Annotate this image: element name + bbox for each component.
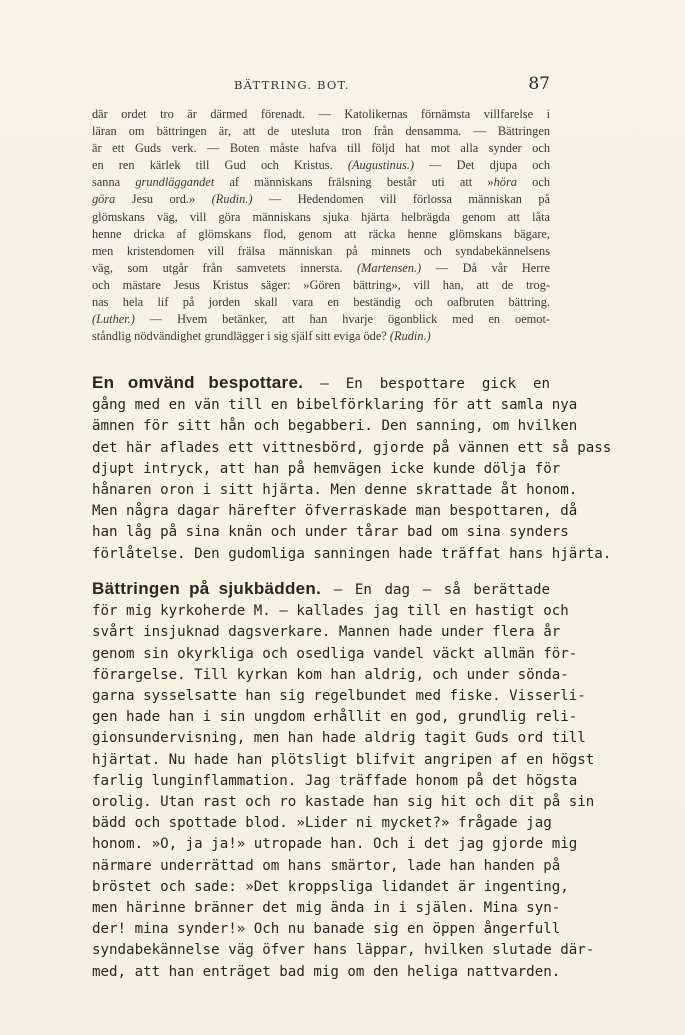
section-two-line-18: syndabekännelse väg öfver hans läppar, hvilken slutade där-: [92, 942, 595, 959]
top-line-5-middle: af människans frälsning består uti att »: [229, 175, 494, 190]
section-two-line-11: orolig. Utan rast och ro kastade han sig hit och dit på sin: [92, 794, 595, 811]
citation-rudin-1: (Rudin.): [211, 192, 253, 207]
section-one-line-2: gång med en vän till en bibelförklaring för att samla nya: [92, 397, 578, 414]
top-line-11: och mästare Jesus Kristus säger: »Gören bättring», vill han, att de trog-: [92, 277, 550, 292]
top-line-13: [92, 311, 550, 328]
section-one-line-9: förlåtelse. Den gudomliga sanningen hade träffat hans hjärta.: [92, 545, 612, 562]
section-one-line-8: han låg på sina knän och under tårar bad om sina synders: [92, 524, 569, 541]
section-two-line-4: genom sin okyrkliga och osedliga vandel väckt allmän för-: [92, 645, 578, 662]
section-one-line-6: hånaren oron i sitt hjärta. Men denne skrattade åt honom.: [92, 482, 578, 499]
top-line-6: [92, 191, 550, 208]
citation-martensen: (Martensen.): [357, 260, 422, 275]
section-two-line-12: bädd och spottade blod. »Lider ni mycket?» frågade jag: [92, 815, 552, 832]
section-two-line-15: bröstet och sade: »Det kroppsliga lidandet är ingenting,: [92, 878, 569, 895]
section-two-line-8: gionsundervisning, men han hade aldrig tagit Guds ord till: [92, 730, 586, 747]
section-one-line-4: det här aflades ett vittnesbörd, gjorde på vännen ett så pass: [92, 439, 612, 456]
section-two-line-5: förargelse. Till kyrkan kom han aldrig, och under sönda-: [92, 666, 569, 683]
top-line-10-end: — Då vår Herre: [435, 260, 550, 275]
section-one-line-7: Men några dagar härefter öfverraskade man bespottaren, då: [92, 503, 578, 520]
top-line-14-text: ståndlig nödvändighet grundlägger i sig själf sitt eviga öde?: [92, 329, 387, 344]
section-two-line-14: närmare underrättad om hans smärtor, lade han handen på: [92, 857, 561, 874]
section-converted-mocker: [92, 372, 612, 565]
top-line-5-end: och: [532, 175, 550, 190]
top-line-10: [92, 260, 550, 277]
top-line-7: glömskans väg, vill göra människans sjuka hjärta helbrägda genom att låta: [92, 209, 550, 224]
citation-luther: (Luther.): [92, 312, 135, 327]
italic-hora: höra: [493, 175, 517, 190]
top-line-6-end: — Hedendomen vill förlossa människan på: [268, 192, 550, 207]
page-header: [92, 76, 550, 98]
section-two-line-9: hjärtat. Nu hade han plötsligt blifvit angripen af en högst: [92, 751, 595, 768]
top-line-4: [92, 157, 550, 174]
section-one-line-1-text: — En bespottare gick en: [320, 376, 550, 392]
top-line-14: [92, 328, 550, 345]
top-line-5: [92, 174, 550, 191]
section-two-line-16: men härinne bränner det mig ända in i själen. Mina syn-: [92, 900, 561, 917]
section-two-line-19: med, att han enträget bad mig om den heliga nattvarden.: [92, 963, 561, 980]
section-one-line-1: [92, 372, 550, 395]
running-head: BÄTTRING. BOT.: [234, 78, 350, 92]
top-line-12: nas hela lif på jorden skall vara en beständig och oafbruten bättring.: [92, 295, 550, 310]
top-line-5-start: sanna: [92, 175, 121, 190]
italic-grundlaggandet: grundläggandet: [135, 175, 215, 190]
top-line-8: henne dricka af glömskans flod, genom att räcka henne glömskans bägare,: [92, 226, 550, 241]
section-two-heading: Bättringen på sjukbädden.: [92, 579, 322, 598]
top-line-13-end: — Hvem betänker, att han hvarje ögonblick med en oemot-: [149, 312, 550, 327]
italic-gora: göra: [92, 192, 116, 207]
top-line-1: där ordet tro är därmed förenadt. — Katolikernas förnämsta villfarelse i: [92, 107, 550, 121]
section-two-line-13: honom. »O, ja ja!» utropade han. Och i det jag gjorde mig: [92, 836, 578, 853]
section-two-line-6: garna sysselsatte han sig regelbundet med fiske. Visserli-: [92, 688, 586, 705]
section-two-line-3: svårt insjuknad dagsverkare. Mannen hade under flera år: [92, 624, 561, 641]
section-two-line-1: [92, 578, 550, 601]
page-number: 87: [528, 74, 550, 94]
top-line-4-end: — Det djupa och: [429, 158, 551, 173]
section-one-line-3: ämnen för sitt hån och begabberi. Den sanning, om hvilken: [92, 418, 578, 435]
section-one-line-5: djupt intryck, att han på hemvägen icke kunde dölja för: [92, 460, 561, 477]
top-paragraph: [92, 106, 550, 345]
section-two-line-2: för mig kyrkoherde M. — kallades jag till en hastigt och: [92, 603, 569, 620]
citation-augustinus: (Augustinus.): [347, 158, 415, 173]
section-repentance-sickbed: [92, 578, 595, 983]
section-two-line-7: gen hade han i sin ungdom erhållit en god, grundlig reli-: [92, 709, 578, 726]
section-two-line-10: farlig lunginflammation. Jag träffade honom på det högsta: [92, 772, 578, 789]
top-line-10-start: väg, som utgår från samvetets innersta.: [92, 260, 343, 275]
top-line-2: läran om bättringen är, att de utesluta tron från densamma. — Bättringen: [92, 124, 550, 139]
citation-rudin-2: (Rudin.): [389, 329, 431, 344]
top-line-3: är ett Guds verk. — Boten måste hafva till följd hat mot alla synder och: [92, 141, 550, 156]
top-line-9: men kristendomen vill frälsa människan på minnets och syndabekännelsens: [92, 243, 550, 258]
top-line-6-middle: Jesu ord.»: [131, 192, 196, 207]
section-two-line-1-text: — En dag — så berättade: [333, 582, 551, 598]
top-line-4-text: en ren kärlek till Gud och Kristus.: [92, 158, 333, 173]
section-two-line-17: der! mina synder!» Och nu banade sig en öppen ångerfull: [92, 921, 561, 938]
section-one-heading: En omvänd bespottare.: [92, 373, 304, 392]
